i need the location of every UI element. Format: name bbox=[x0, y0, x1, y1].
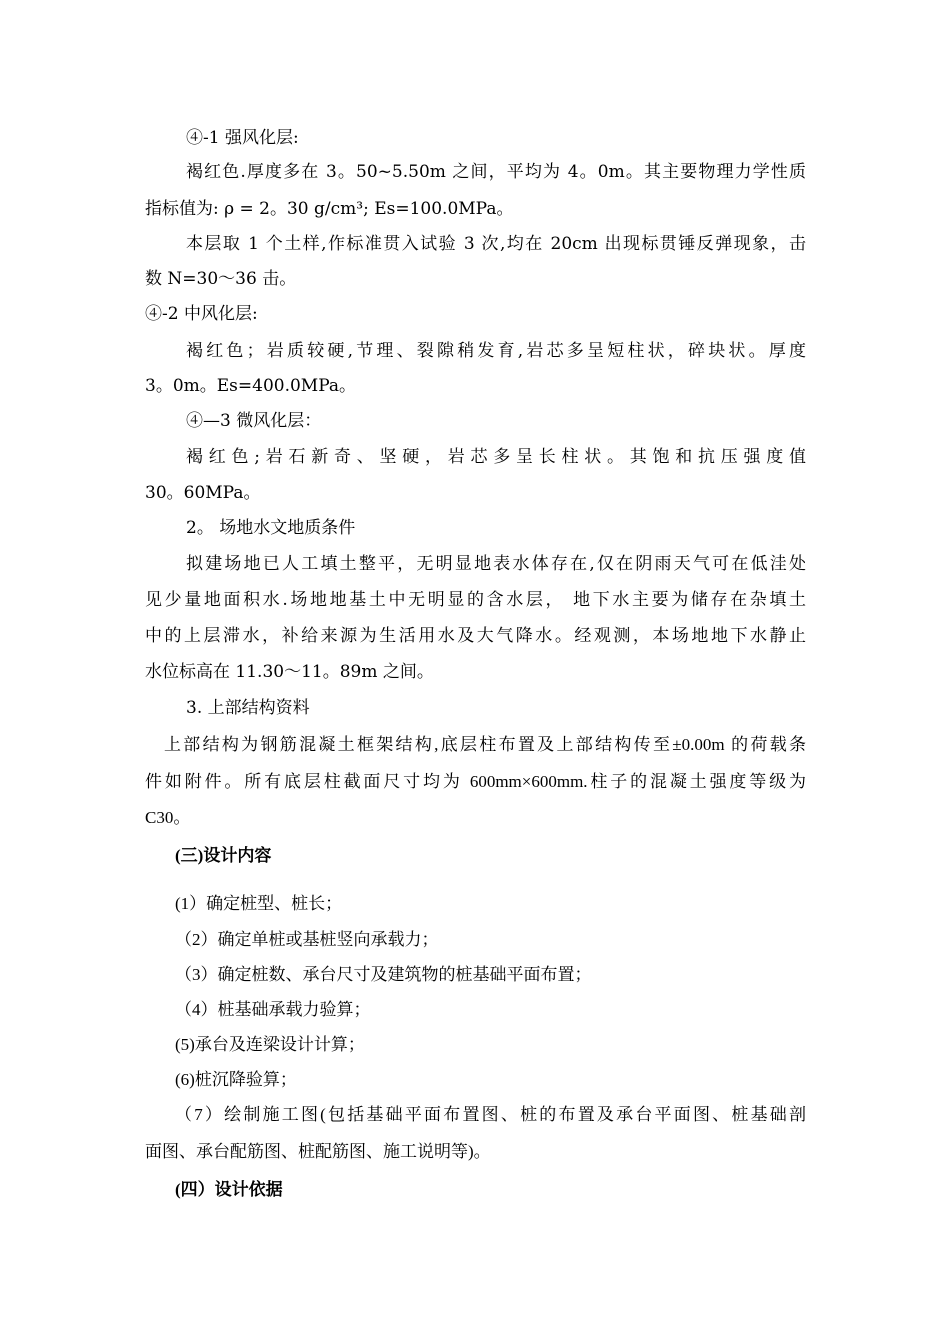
list-item: (1）确定桩型、桩长； bbox=[175, 894, 343, 913]
paragraph-line: 中的上层滞水，补给来源为生活用水及大气降水。经观测，本场地地下水静止 bbox=[145, 626, 806, 646]
paragraph-line: C30。 bbox=[145, 808, 191, 827]
list-item: (6)桩沉降验算； bbox=[175, 1070, 297, 1089]
heading-slight-weathered-layer: ④—3 微风化层： bbox=[186, 411, 322, 431]
paragraph-line: 褐红色.厚度多在 3。50~5.50m 之间，平均为 4。0m。其主要物理力学性质 bbox=[186, 162, 806, 182]
paragraph-line: 见少量地面积水.场地地基土中无明显的含水层， 地下水主要为储存在杂填土 bbox=[145, 590, 806, 610]
paragraph-line: 褐红色;岩石新奇、坚硬，岩芯多呈长柱状。其饱和抗压强度值 bbox=[186, 447, 806, 467]
list-item: (5)承台及连梁设计计算； bbox=[175, 1035, 365, 1054]
section-heading-superstructure: 3. 上部结构资料 bbox=[186, 698, 310, 718]
list-item-continuation: 面图、承台配筋图、桩配筋图、施工说明等)。 bbox=[145, 1142, 491, 1161]
heading-strong-weathered-layer: ④-1 强风化层: bbox=[186, 128, 299, 148]
list-item: （7）绘制施工图(包括基础平面布置图、桩的布置及承台平面图、桩基础剖 bbox=[175, 1105, 806, 1124]
heading-medium-weathered-layer: ④-2 中风化层: bbox=[145, 304, 258, 324]
paragraph-line: 褐红色；岩质较硬,节理、裂隙稍发育,岩芯多呈短柱状，碎块状。厚度 bbox=[186, 341, 806, 361]
paragraph-line: 30。60MPa。 bbox=[145, 483, 261, 503]
paragraph-line: 本层取 1 个土样,作标准贯入试验 3 次,均在 20cm 出现标贯锤反弹现象，击 bbox=[186, 234, 806, 254]
section-heading-hydrogeology: 2。 场地水文地质条件 bbox=[186, 518, 356, 538]
paragraph-line: 拟建场地已人工填土整平，无明显地表水体存在,仅在阴雨天气可在低洼处 bbox=[186, 554, 806, 574]
paragraph-line: 指标值为: ρ = 2。30 g/cm³; Es=100.0MPa。 bbox=[145, 199, 514, 219]
list-item: （3）确定桩数、承台尺寸及建筑物的桩基础平面布置； bbox=[175, 965, 592, 984]
paragraph-line: 水位标高在 11.30～11。89m 之间。 bbox=[145, 662, 434, 682]
list-item: （4）桩基础承载力验算； bbox=[175, 1000, 371, 1019]
section-heading-design-basis: (四）设计依据 bbox=[175, 1180, 283, 1199]
list-item: （2）确定单桩或基桩竖向承载力； bbox=[175, 930, 439, 949]
section-heading-design-content: (三)设计内容 bbox=[175, 846, 272, 865]
paragraph-line: 件如附件。所有底层柱截面尺寸均为 600mm×600mm.柱子的混凝土强度等级为 bbox=[145, 772, 806, 791]
paragraph-line: 数 N=30～36 击。 bbox=[145, 269, 297, 289]
paragraph-line: 上部结构为钢筋混凝土框架结构,底层柱布置及上部结构传至±0.00m 的荷载条 bbox=[164, 735, 806, 754]
paragraph-line: 3。0m。Es=400.0MPa。 bbox=[145, 376, 357, 396]
